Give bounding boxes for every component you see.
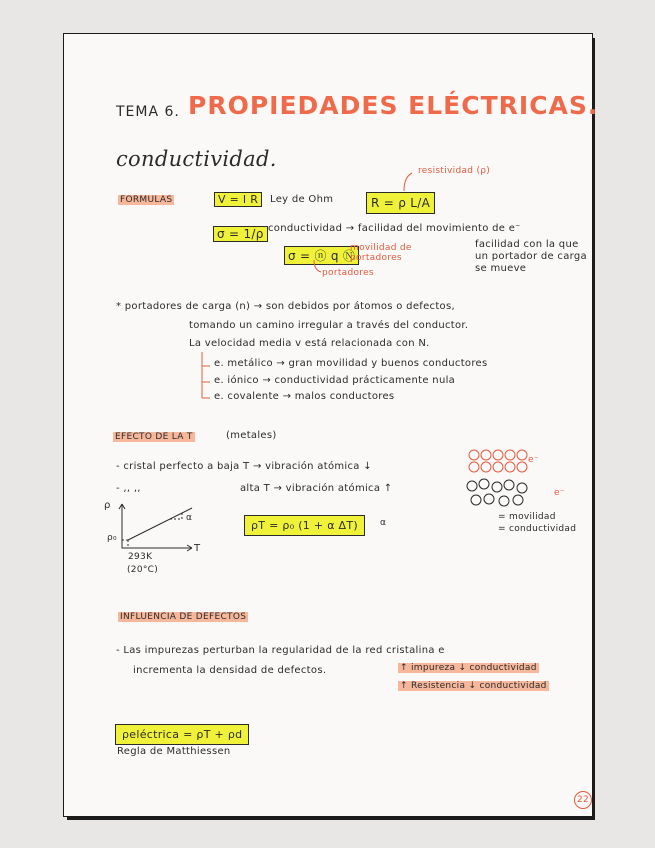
temperature-label: EFECTO DE LA T bbox=[115, 432, 193, 442]
temperature-line-2-ditto: - ,, ,, bbox=[116, 483, 141, 494]
matthiessen-formula: ρeléctrica = ρT + ρd bbox=[115, 724, 249, 745]
carriers-line-1: * portadores de carga (n) → son debidos por átomos o defectos, bbox=[116, 301, 455, 312]
graph-point-k: 293K bbox=[128, 552, 153, 562]
arrow-resistivity-icon bbox=[402, 173, 412, 193]
sigma-n-formula: σ = ⓝ q Ⓝ bbox=[284, 246, 359, 265]
ohm-formula: V = I R bbox=[214, 192, 262, 207]
graph-axis-rho: ρ bbox=[104, 500, 111, 511]
e-label-2: e⁻ bbox=[554, 488, 565, 498]
page-title: PROPIEDADES ELÉCTRICAS. bbox=[188, 91, 599, 120]
carrier-item-metalico: e. metálico → gran movilidad y buenos conductores bbox=[214, 358, 488, 369]
temperature-line-1: - cristal perfecto a baja T → vibración atómica ↓ bbox=[116, 461, 372, 472]
temperature-formula: ρT = ρ₀ (1 + α ΔT) bbox=[244, 515, 365, 536]
page-number: 22 bbox=[574, 791, 592, 809]
defects-line-1: - Las impurezas perturban la regularidad de la red cristalina e bbox=[116, 645, 445, 656]
carrier-item-ionico: e. iónico → conductividad prácticamente nula bbox=[214, 375, 456, 386]
graph-axis-T: T bbox=[194, 543, 201, 554]
carrier-tree-icon bbox=[200, 352, 212, 402]
resistivity-note: resistividad (ρ) bbox=[418, 166, 491, 176]
tema-label: TEMA 6. bbox=[116, 104, 180, 120]
ohm-law-name: Ley de Ohm bbox=[270, 194, 334, 205]
graph-alpha: α bbox=[186, 513, 193, 523]
defects-result-2: ↑ Resistencia ↓ conductividad bbox=[400, 681, 547, 691]
defects-line-2: incrementa la densidad de defectos. bbox=[133, 665, 327, 676]
temperature-formula-note: α bbox=[380, 518, 387, 528]
facilidad-note: facilidad con la que un portador de carga se mueve bbox=[475, 239, 587, 274]
carriers-line-2: tomando un camino irregular a través del conductor. bbox=[189, 320, 469, 331]
formulas-label: FORMULAS bbox=[120, 195, 173, 205]
graph-point-c: (20°C) bbox=[127, 565, 159, 575]
matthiessen-label: Regla de Matthiessen bbox=[117, 746, 231, 757]
graph-axis-rho0: ρ₀ bbox=[107, 533, 117, 543]
minus-movilidad: = movilidad bbox=[498, 512, 556, 522]
carriers-line-3: La velocidad media v está relacionada con N. bbox=[189, 338, 430, 349]
carrier-item-covalente: e. covalente → malos conductores bbox=[214, 391, 395, 402]
section-subtitle: conductividad. bbox=[116, 147, 277, 171]
defects-result-1: ↑ impureza ↓ conductividad bbox=[400, 663, 537, 673]
resistivity-graph bbox=[100, 500, 220, 570]
e-label-1: e⁻ bbox=[528, 455, 539, 465]
temperature-line-2: alta T → vibración atómica ↑ bbox=[240, 483, 393, 494]
defects-label: INFLUENCIA DE DEFECTOS bbox=[120, 612, 247, 622]
temperature-note: (metales) bbox=[226, 430, 277, 441]
portadores-note: portadores bbox=[322, 268, 374, 278]
movilidad-note: movilidad de portadores bbox=[350, 243, 412, 263]
sigma-formula: σ = 1/ρ bbox=[213, 226, 268, 242]
arrow-portadores-icon bbox=[313, 260, 321, 274]
sigma-description: conductividad → facilidad del movimiento de e⁻ bbox=[268, 223, 521, 234]
minus-conductividad: = conductividad bbox=[498, 524, 577, 534]
resistance-formula: R = ρ L/A bbox=[366, 192, 435, 214]
lattice-diagram bbox=[0, 0, 520, 80]
